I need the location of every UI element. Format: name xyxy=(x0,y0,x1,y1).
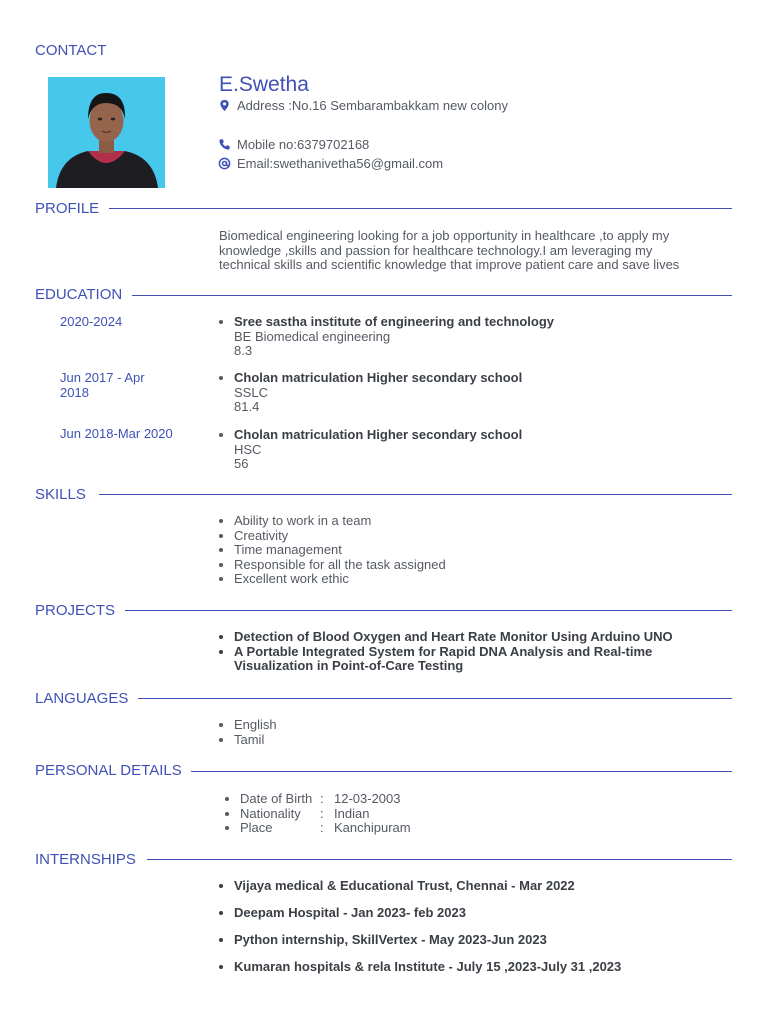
detail-row xyxy=(240,807,411,822)
location-pin-icon xyxy=(218,99,231,112)
skills-list xyxy=(219,514,446,587)
education-entry xyxy=(219,315,554,359)
course-name: HSC xyxy=(234,441,262,457)
education-divider xyxy=(132,295,732,296)
list-item: • Kumaran hospitals & rela Institute - July 15 ,2023-July 31 ,2023 xyxy=(234,960,621,975)
education-entry xyxy=(219,428,522,472)
list-item: • Excellent work ethic xyxy=(234,572,446,587)
list-item: • Creativity xyxy=(234,529,446,544)
mobile-line xyxy=(218,137,369,152)
score: 81.4 xyxy=(234,399,260,414)
course-name: BE Biomedical engineering xyxy=(234,328,391,344)
profile-divider xyxy=(109,208,732,209)
internships-divider xyxy=(147,859,732,860)
person-name: E.Swetha xyxy=(219,73,309,96)
school-name: • Sree sastha institute of engineering and technology xyxy=(234,314,554,329)
address-line xyxy=(218,98,508,113)
at-sign-icon xyxy=(218,157,231,170)
list-item: • Vijaya medical & Educational Trust, Chennai - Mar 2022 xyxy=(234,879,621,894)
education-date: 2020-2024 xyxy=(60,314,123,329)
detail-value: Kanchipuram xyxy=(334,820,411,836)
internships-heading: INTERNSHIPS xyxy=(35,851,136,868)
projects-divider xyxy=(125,610,732,611)
profile-photo xyxy=(48,77,165,188)
projects-heading: PROJECTS xyxy=(35,602,116,619)
profile-line: Biomedical engineering looking for a job opportunity in healthcare ,to apply my xyxy=(219,228,670,243)
phone-icon xyxy=(218,138,231,151)
detail-separator: : xyxy=(320,820,324,836)
list-item: • A Portable Integrated System for Rapid DNA Analysis and Real-time Visualization in Point-of-Care Testing xyxy=(234,645,729,674)
school-name: • Cholan matriculation Higher secondary school xyxy=(234,370,523,385)
languages-heading: LANGUAGES xyxy=(35,690,129,707)
detail-label: • Nationality xyxy=(240,805,301,821)
detail-separator: : xyxy=(320,791,324,806)
list-item: • English xyxy=(234,718,277,733)
list-item: • Time management xyxy=(234,543,446,558)
personal-details-heading: PERSONAL DETAILS xyxy=(35,762,182,779)
skills-divider xyxy=(99,494,732,495)
person-photo-icon xyxy=(48,77,165,188)
contact-heading: CONTACT xyxy=(35,42,107,59)
mobile-text: Mobile no:6379702168 xyxy=(237,137,370,152)
detail-label: • Place xyxy=(240,820,273,836)
list-item: • Deepam Hospital - Jan 2023- feb 2023 xyxy=(234,906,621,921)
list-item: • Tamil xyxy=(234,733,277,748)
list-item: • Responsible for all the task assigned xyxy=(234,558,446,573)
personal-details-divider xyxy=(191,771,732,772)
skills-heading: SKILLS xyxy=(35,486,86,503)
email-line xyxy=(218,156,443,171)
course-name: SSLC xyxy=(234,384,268,400)
languages-list xyxy=(219,718,277,747)
list-item: • Ability to work in a team xyxy=(234,514,446,529)
personal-details-list xyxy=(219,792,411,836)
education-entry xyxy=(219,371,522,415)
detail-separator: : xyxy=(320,805,324,821)
education-heading: EDUCATION xyxy=(35,286,123,303)
detail-row xyxy=(240,821,411,836)
address-text: Address :No.16 Sembarambakkam new colony xyxy=(237,98,508,113)
list-item: • Detection of Blood Oxygen and Heart Rate Monitor Using Arduino UNO xyxy=(234,630,729,645)
school-name: • Cholan matriculation Higher secondary school xyxy=(234,427,523,442)
score: 8.3 xyxy=(234,343,253,358)
score: 56 xyxy=(234,456,249,471)
internships-list xyxy=(219,879,621,987)
detail-value: Indian xyxy=(334,805,370,821)
projects-list xyxy=(219,630,729,674)
profile-line: technical skills and scientific knowledge that improve patient care and save lives xyxy=(219,257,680,272)
detail-row xyxy=(240,792,411,807)
email-text: Email:swethanivetha56@gmail.com xyxy=(237,156,444,171)
detail-label: • Date of Birth xyxy=(240,791,313,806)
profile-line: knowledge ,skills and passion for healthcare technology.I am leveraging my xyxy=(219,242,653,258)
detail-value: 12-03-2003 xyxy=(334,791,401,806)
profile-summary xyxy=(219,229,734,273)
profile-heading: PROFILE xyxy=(35,200,100,217)
list-item: • Python internship, SkillVertex - May 2023-Jun 2023 xyxy=(234,933,621,948)
languages-divider xyxy=(138,698,732,699)
education-date: Jun 2018-Mar 2020 xyxy=(60,426,173,441)
education-date: Jun 2017 - Apr 2018 xyxy=(60,370,145,400)
